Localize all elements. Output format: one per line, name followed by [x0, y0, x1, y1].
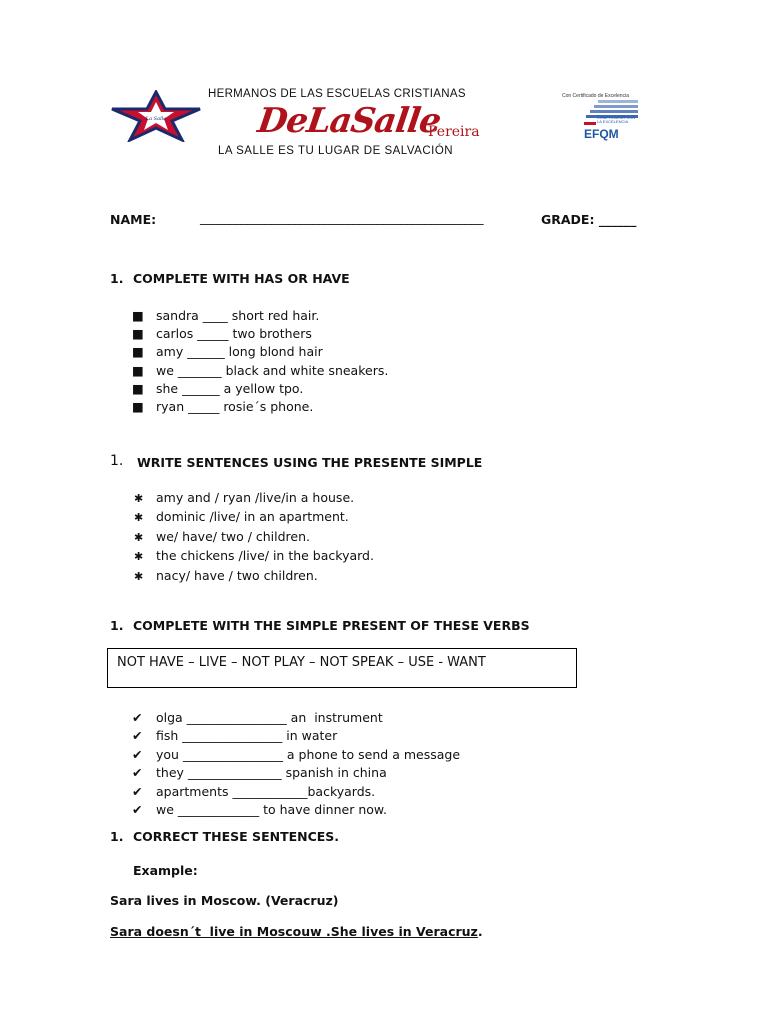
asterisk-bullet-icon: ✱: [134, 511, 144, 525]
section1-list: [132, 306, 388, 415]
list-item: [132, 726, 460, 744]
exercise-text: dominic /live/ in an apartment.: [156, 509, 349, 525]
asterisk-bullet-icon: ✱: [134, 550, 144, 564]
section4-number: 1.: [110, 829, 124, 844]
exercise-text: we _______ black and white sneakers.: [156, 362, 389, 378]
checkmark-bullet-icon: ✔: [132, 783, 143, 799]
exercise-text: apartments ____________backyards.: [156, 783, 376, 799]
exercise-text: carlos _____ two brothers: [156, 326, 312, 342]
name-label: NAME:: [110, 212, 157, 227]
section2-title: WRITE SENTENCES USING THE PRESENTE SIMPLE: [137, 455, 483, 470]
list-item: [132, 763, 460, 781]
exercise-text: she ______ a yellow tpo.: [156, 380, 304, 396]
section2-list: [134, 488, 374, 585]
list-item: [132, 306, 388, 324]
section3-number: 1.: [110, 618, 124, 633]
list-item: [134, 507, 374, 526]
list-item: [132, 800, 460, 818]
checkmark-bullet-icon: ✔: [132, 746, 143, 762]
list-item: [132, 708, 460, 726]
section1-title: COMPLETE WITH HAS OR HAVE: [133, 271, 350, 286]
list-item: [134, 566, 374, 585]
checkmark-bullet-icon: ✔: [132, 765, 143, 781]
section4-title: CORRECT THESE SENTENCES.: [133, 829, 340, 844]
asterisk-bullet-icon: ✱: [134, 492, 144, 505]
square-bullet-icon: ■: [132, 399, 144, 415]
exercise-text: amy and / ryan /live/in a house.: [156, 490, 355, 505]
list-item: [132, 361, 388, 379]
square-bullet-icon: ■: [132, 380, 144, 396]
square-bullet-icon: ■: [132, 344, 144, 360]
example-answer-period: .: [477, 924, 483, 939]
list-item: [132, 342, 388, 360]
exercise-text: sandra ____ short red hair.: [156, 308, 320, 323]
list-item: [134, 488, 374, 507]
star-text: La Salle: [145, 116, 167, 122]
section2-number: 1.: [110, 453, 124, 469]
name-line[interactable]: ________________________________________________: [200, 210, 484, 225]
school-logo-script: DeLaSalle: [255, 101, 443, 141]
exercise-text: they _______________ spanish in china: [156, 765, 387, 781]
verbs-box: [107, 648, 577, 688]
school-motto: LA SALLE ES TU LUGAR DE SALVACIÓN: [218, 145, 454, 157]
exercise-text: ryan _____ rosie´s phone.: [156, 399, 314, 415]
section1-number: 1.: [110, 271, 124, 286]
example-answer-line: [110, 924, 483, 939]
exercise-text: we _____________ to have dinner now.: [156, 802, 387, 818]
exercise-text: olga ________________ an instrument: [156, 710, 383, 725]
checkmark-bullet-icon: ✔: [132, 728, 143, 744]
checkmark-bullet-icon: ✔: [132, 710, 143, 725]
grade-label[interactable]: GRADE: ______: [541, 212, 637, 227]
school-logo-city: Pereira: [428, 124, 480, 140]
checkmark-bullet-icon: ✔: [132, 802, 143, 818]
square-bullet-icon: ■: [132, 308, 144, 323]
exercise-text: we/ have/ two / children.: [156, 528, 311, 544]
exercise-text: amy ______ long blond hair: [156, 344, 323, 360]
list-item: [132, 324, 388, 342]
asterisk-bullet-icon: ✱: [134, 530, 144, 544]
efqm-label: EFQM: [584, 127, 619, 141]
section3-list: [132, 708, 460, 818]
efqm-small-text: COMPROMISO CON LA EXCELENCIA: [597, 115, 636, 124]
exercise-text: you ________________ a phone to send a message: [156, 746, 461, 762]
section3-title: COMPLETE WITH THE SIMPLE PRESENT OF THESE VERBS: [133, 618, 530, 633]
exercise-text: nacy/ have / two children.: [156, 567, 318, 583]
square-bullet-icon: ■: [132, 362, 144, 378]
list-item: [132, 745, 460, 763]
list-item: [134, 546, 374, 565]
example-sentence: Sara lives in Moscow. (Veracruz): [110, 893, 339, 908]
asterisk-bullet-icon: ✱: [134, 569, 144, 583]
list-item: [132, 397, 388, 415]
example-answer: Sara doesn´t live in Moscouw .She lives in Veracruz: [110, 924, 478, 939]
list-item: [134, 527, 374, 546]
exercise-text: fish ________________ in water: [156, 728, 338, 744]
star-logo-icon: [110, 90, 202, 142]
square-bullet-icon: ■: [132, 326, 144, 342]
verbs-list: NOT HAVE – LIVE – NOT PLAY – NOT SPEAK – USE - WANT: [117, 655, 486, 670]
exercise-text: the chickens /live/ in the backyard.: [156, 548, 374, 564]
list-item: [132, 782, 460, 800]
example-label: Example:: [133, 863, 198, 878]
list-item: [132, 379, 388, 397]
certificate-text: Con Certificado de Excelencia: [562, 93, 629, 99]
school-name: HERMANOS DE LAS ESCUELAS CRISTIANAS: [208, 88, 466, 100]
